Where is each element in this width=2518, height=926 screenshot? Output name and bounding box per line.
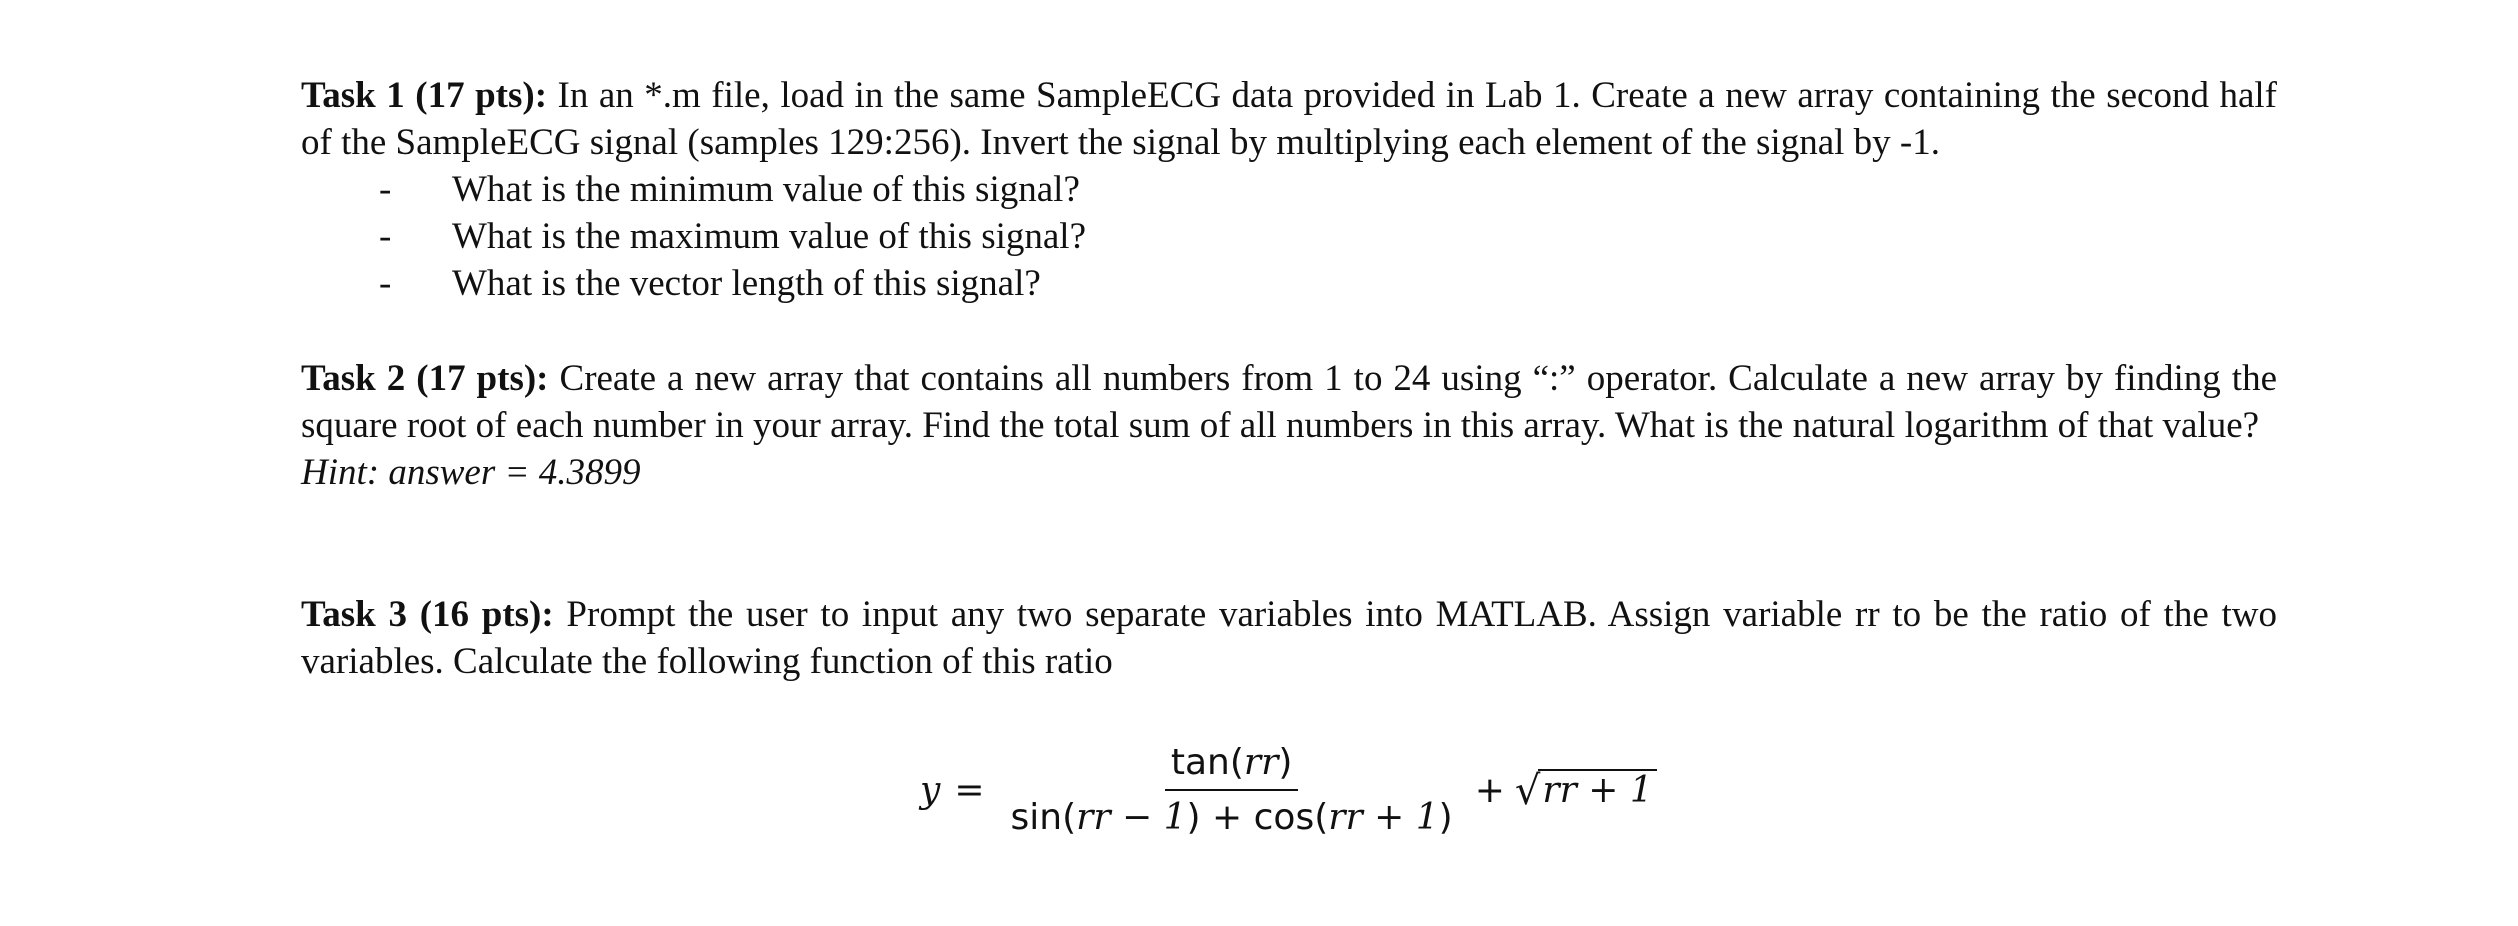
numerator-argument: rr	[1243, 742, 1279, 783]
task-1-paragraph	[301, 72, 2277, 166]
question-text: What is the vector length of this signal?	[452, 263, 1041, 304]
task-2-hint: Hint: answer = 4.3899	[301, 452, 641, 493]
radicand: rr + 1	[1538, 769, 1656, 811]
numerator-function: tan	[1170, 742, 1230, 783]
denominator-argument-2: rr + 1	[1328, 797, 1439, 838]
denominator-function-1: sin	[1010, 797, 1063, 838]
equation	[920, 735, 1657, 845]
bullet-dash: -	[379, 216, 392, 257]
question-text: What is the maximum value of this signal?	[452, 216, 1087, 257]
fraction-denominator: sin(rr − 1) + cos(rr + 1)	[1010, 797, 1453, 838]
radical-symbol: √	[1514, 768, 1541, 814]
denominator-plus: +	[1212, 797, 1243, 838]
denominator-argument-1: rr − 1	[1076, 797, 1187, 838]
list-item	[301, 166, 2277, 213]
equation-fraction	[1005, 742, 1459, 838]
list-item	[301, 213, 2277, 260]
task-2-text: Create a new array that contains all numbers from 1 to 24 using “:” operator. Calculate a new array by finding the square root of each number in your array. Find the total sum of all numbers in this array. What is the natural logarithm of that value?	[301, 358, 2277, 446]
bullet-dash: -	[379, 169, 392, 210]
task-2-heading: Task 2 (17 pts):	[301, 358, 549, 399]
fraction-numerator: tan(rr)	[1165, 742, 1299, 791]
equation-equals: =	[954, 769, 985, 811]
task-2-paragraph	[301, 355, 2277, 449]
task-2-section	[301, 355, 2277, 496]
task-1-question-list	[301, 166, 2277, 307]
task-3-section	[301, 591, 2277, 685]
square-root	[1514, 768, 1657, 814]
task-1-heading: Task 1 (17 pts):	[301, 75, 548, 116]
task-3-paragraph	[301, 591, 2277, 685]
question-text: What is the minimum value of this signal?	[452, 169, 1080, 210]
denominator-function-2: cos	[1253, 797, 1315, 838]
equation-plus: +	[1474, 769, 1505, 811]
task-1-text: In an *.m file, load in the same SampleECG data provided in Lab 1. Create a new array containing the second half of the SampleECG signal (samples 129:256). Invert the signal by multiplying each element of the signal by -1.	[301, 75, 2277, 163]
task-3-text: Prompt the user to input any two separate variables into MATLAB. Assign variable rr to be the ratio of the two variables. Calculate the following function of this ratio	[301, 594, 2277, 682]
task-3-heading: Task 3 (16 pts):	[301, 594, 554, 635]
task-1-section	[301, 72, 2277, 307]
list-item	[301, 260, 2277, 307]
bullet-dash: -	[379, 263, 392, 304]
equation-lhs: y	[920, 769, 941, 811]
